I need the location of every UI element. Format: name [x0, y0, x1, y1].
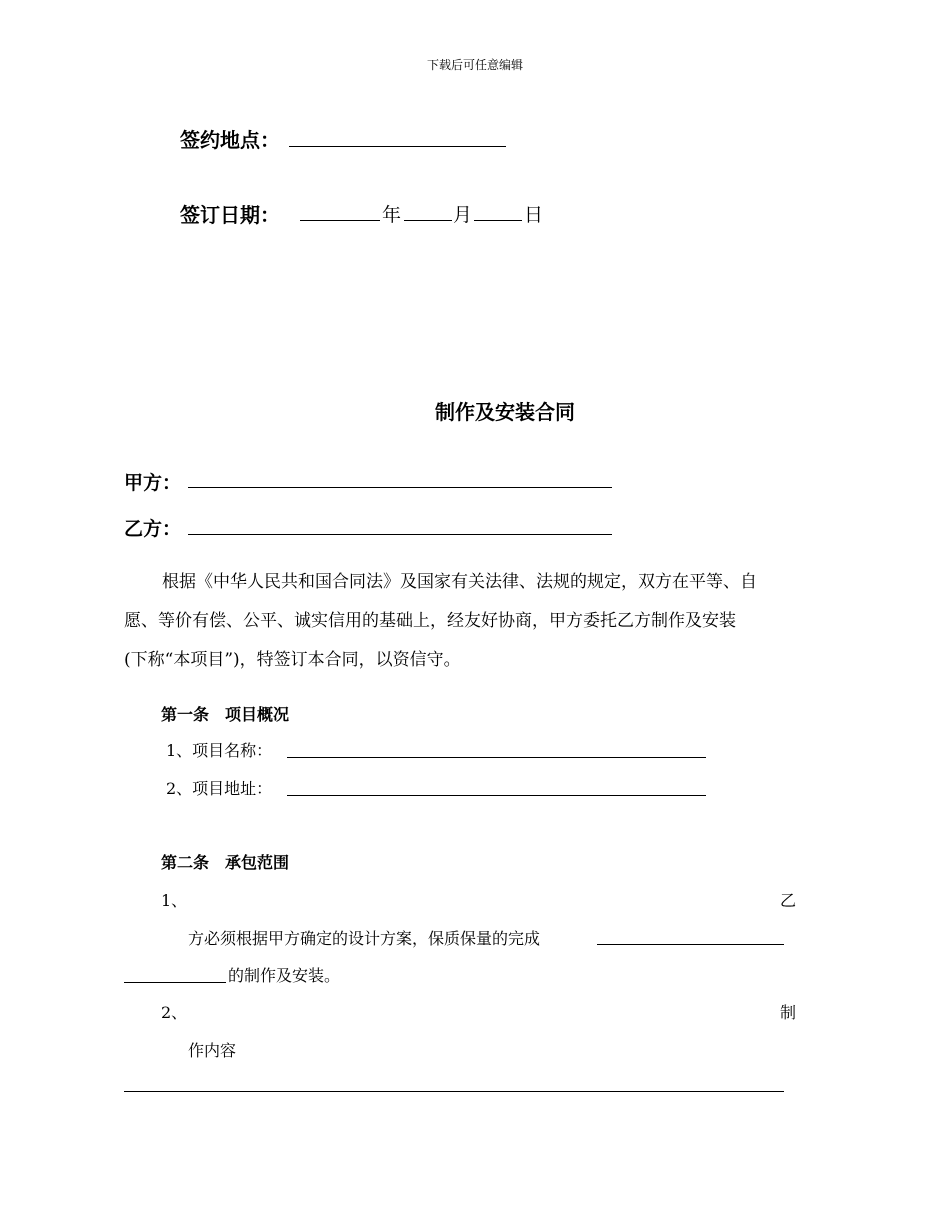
scope-item-1-line-2: 方必须根据甲方确定的设计方案，保质保量的完成 — [188, 929, 541, 948]
project-name-blank — [287, 757, 706, 758]
scope-item-2-blank — [124, 1091, 784, 1092]
party-b-blank — [188, 534, 612, 535]
day-label: 日 — [524, 204, 544, 226]
party-a-blank — [188, 487, 612, 488]
month-blank — [404, 220, 452, 221]
party-b-label: 乙方： — [124, 518, 182, 540]
scope-item-1-blank-a — [597, 944, 784, 945]
year-label: 年 — [382, 204, 402, 226]
project-name-label: 1、项目名称： — [166, 741, 273, 760]
signing-date-label: 签订日期： — [180, 203, 280, 227]
article-1-heading: 第一条 项目概况 — [161, 705, 290, 724]
scope-item-2-line-2: 作内容 — [188, 1041, 237, 1060]
scope-item-1-tail: 乙 — [780, 891, 797, 910]
project-address-label: 2、项目地址： — [166, 779, 273, 798]
preamble-line-2: 愿、等价有偿、公平、诚实信用的基础上，经友好协商，甲方委托乙方制作及安装 — [124, 611, 736, 631]
preamble-line-3: (下称“本项目”)，特签订本合同，以资信守。 — [124, 650, 461, 670]
signing-place-label: 签约地点： — [180, 128, 280, 152]
signing-place-blank — [289, 146, 506, 147]
contract-title: 制作及安装合同 — [435, 400, 575, 424]
scope-item-2-number: 2、 — [161, 1003, 188, 1022]
article-2-heading: 第二条 承包范围 — [161, 853, 290, 872]
scope-item-1-number: 1、 — [161, 891, 188, 910]
preamble-line-1: 根据《中华人民共和国合同法》及国家有关法律、法规的规定，双方在平等、自 — [162, 572, 757, 592]
scope-item-1-line-3: 的制作及安装。 — [228, 966, 341, 985]
scope-item-1-blank-b — [124, 982, 226, 983]
day-blank — [474, 220, 522, 221]
scope-item-2-tail: 制 — [780, 1003, 797, 1022]
party-a-label: 甲方： — [124, 472, 182, 494]
month-label: 月 — [453, 204, 473, 226]
page-header-note: 下载后可任意编辑 — [426, 58, 523, 72]
year-blank — [300, 220, 380, 221]
project-address-blank — [287, 795, 706, 796]
